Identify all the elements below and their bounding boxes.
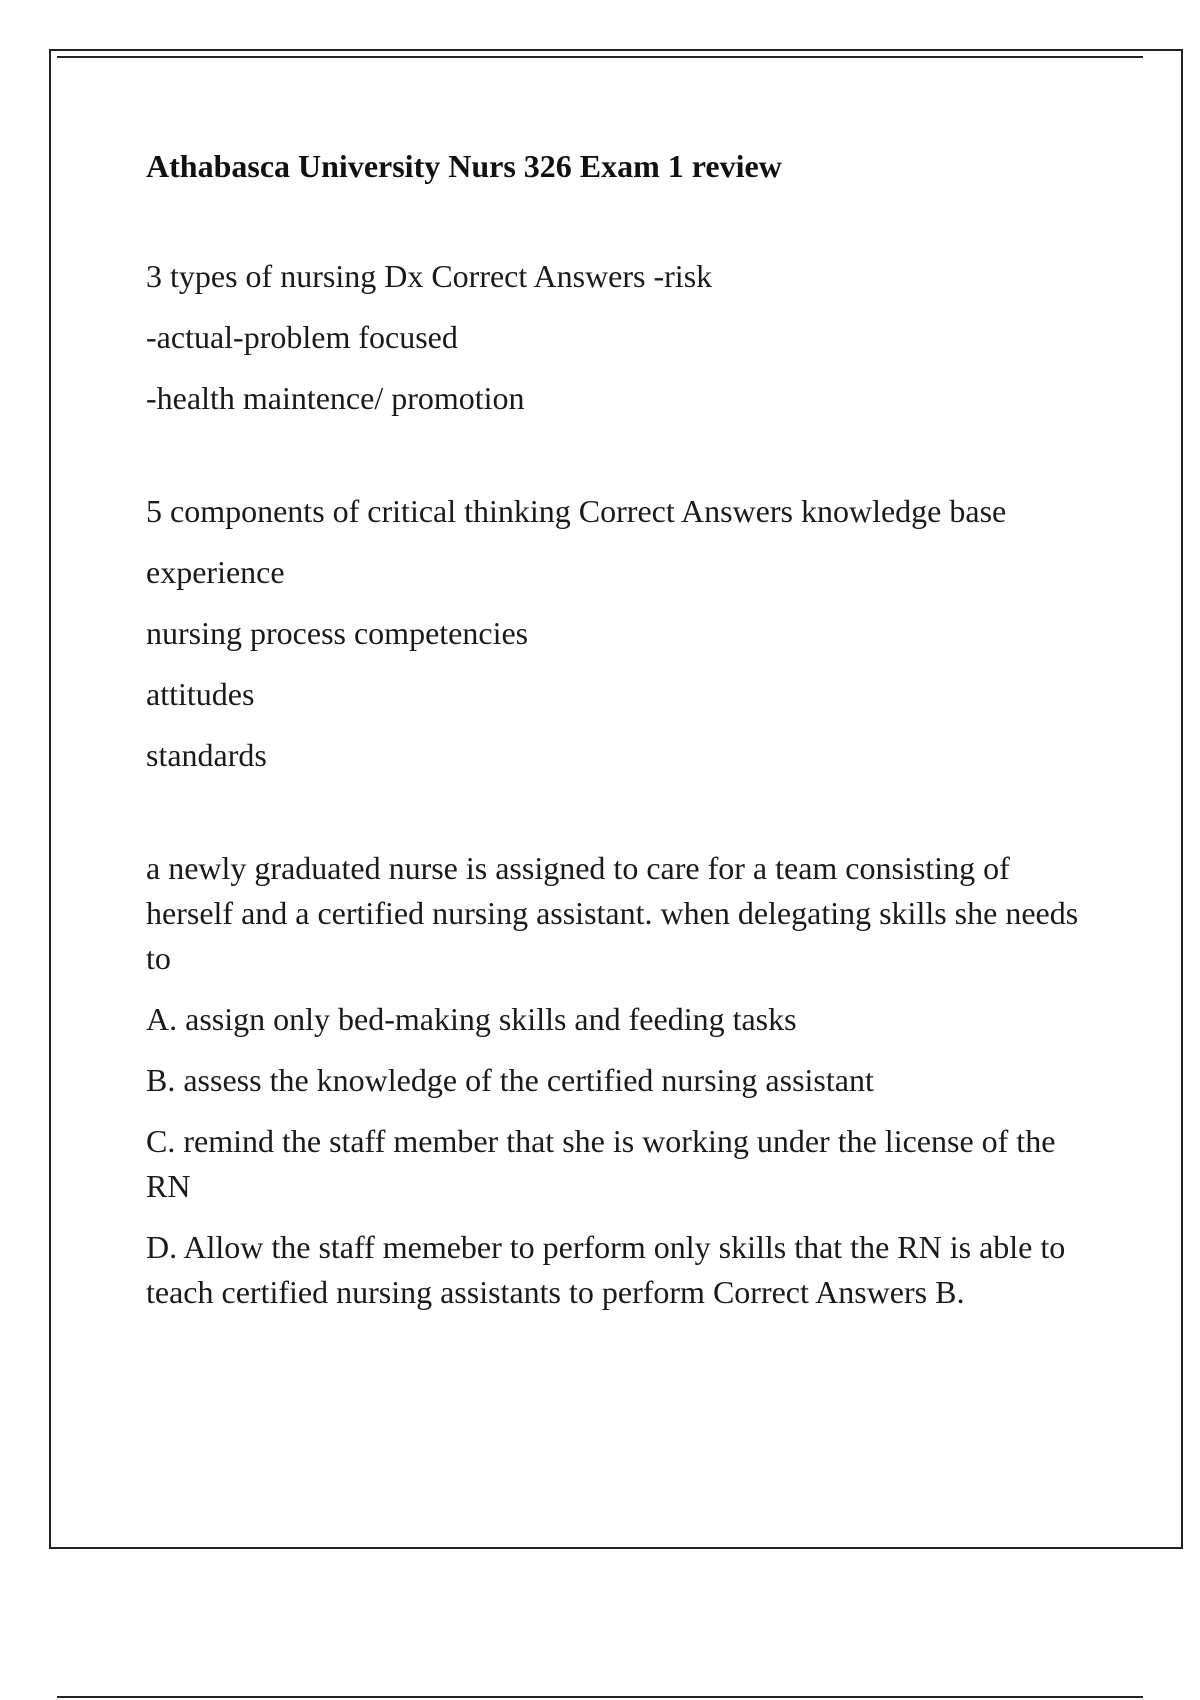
option-d: D. Allow the staff memeber to perform only skills that the RN is able to teach certified nursing assistants to perform Correct Answers B.: [146, 1229, 1066, 1310]
qa-block-critical-thinking: [146, 489, 1096, 778]
option-b: B. assess the knowledge of the certified nursing assistant: [146, 1062, 874, 1098]
question-line: 5 components of critical thinking Correct Answers knowledge base: [146, 493, 1007, 529]
answer-line: -actual-problem focused: [146, 319, 458, 355]
qa-block-delegation: [146, 846, 1096, 1315]
question-line: a newly graduated nurse is assigned to care for a team consisting of herself and a certified nursing assistant. when delegating skills she needs to: [146, 850, 1079, 976]
option-a: A. assign only bed-making skills and feeding tasks: [146, 1001, 797, 1037]
bottom-rule: [57, 1696, 1143, 1698]
answer-line: standards: [146, 737, 267, 773]
answer-line: -health maintence/ promotion: [146, 380, 525, 416]
question-line: 3 types of nursing Dx Correct Answers -risk: [146, 258, 713, 294]
document-body: [146, 146, 1096, 1383]
qa-block-nursing-dx: [146, 254, 1096, 421]
document-title: Athabasca University Nurs 326 Exam 1 review: [146, 148, 782, 184]
top-rule: [57, 56, 1143, 58]
option-c: C. remind the staff member that she is working under the license of the RN: [146, 1123, 1056, 1204]
answer-line: nursing process competencies: [146, 615, 529, 651]
answer-line: attitudes: [146, 676, 255, 712]
answer-line: experience: [146, 554, 285, 590]
